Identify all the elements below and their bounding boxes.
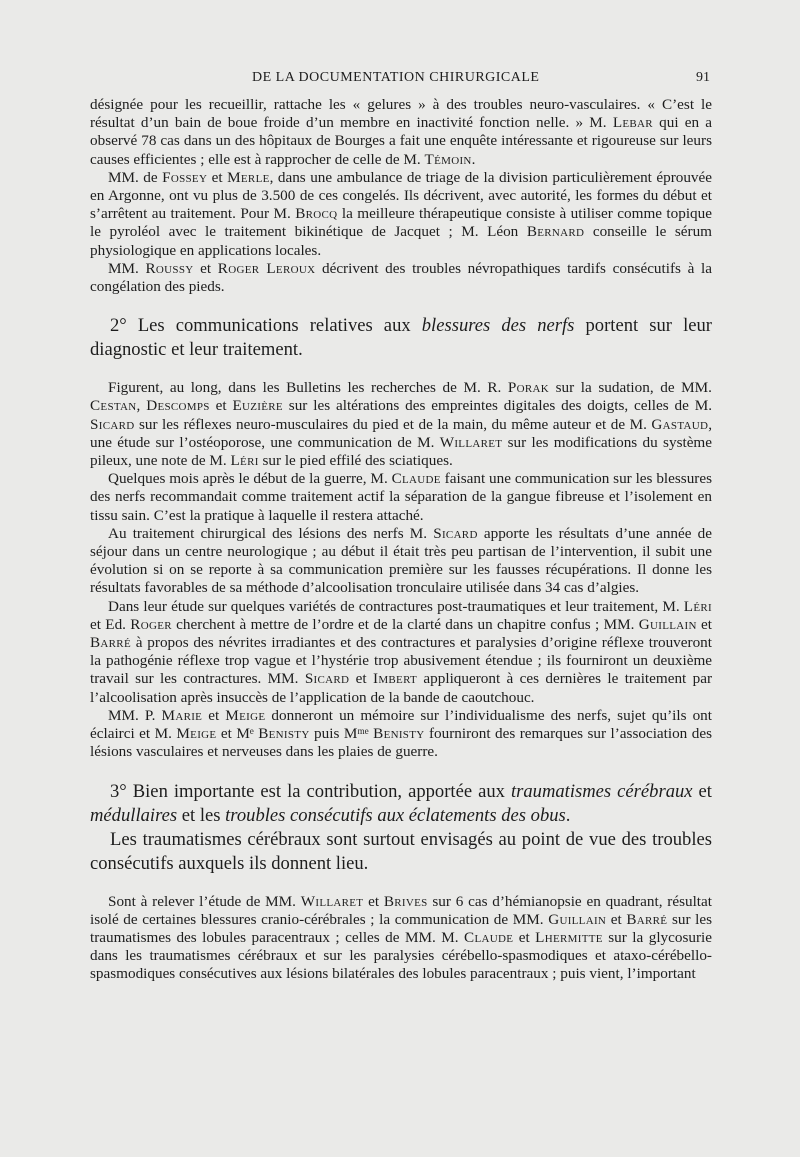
text-run: 2° Les communications relatives aux	[110, 315, 422, 337]
author-name: Porak	[507, 379, 550, 397]
italic-phrase: médullaires	[90, 804, 178, 826]
text-run: décrivent des troubles névropathiques tardifs consécutifs à la congélation des pieds.	[90, 259, 712, 296]
text-run: ,	[136, 397, 147, 415]
text-run: sur les altérations des empreintes digitales des doigts, celles de M.	[282, 397, 713, 415]
text-run: désignée pour les recueillir, rattache les « gelures » à des troubles neuro-vasculaires. « C’est le résultat d’un bain de boue froide d’un membre en inactivité fonction nelle. » M.	[90, 96, 712, 132]
author-name: Brives	[383, 892, 428, 910]
italic-phrase: traumatismes cérébraux	[510, 780, 693, 802]
text-run: Les traumatismes cérébraux sont surtout envisagés au point de vue des troubles consécutifs auxquels ils donnent lieu.	[90, 828, 712, 874]
text-run: puis Mᵐᵉ	[309, 725, 374, 743]
text-run: et	[209, 397, 233, 415]
text-run: MM.	[108, 259, 146, 277]
italic-phrase: blessures des nerfs	[421, 315, 575, 337]
author-name: Sicard	[90, 415, 135, 433]
text-run: et	[696, 615, 712, 633]
paragraph	[90, 260, 712, 296]
paragraph	[90, 470, 712, 525]
text-run: conseille le sérum physiologique en applications locales.	[90, 223, 712, 259]
author-name: Cestan	[90, 397, 137, 415]
paragraph	[90, 379, 712, 470]
text-run: , dans une ambulance de triage de la division particulièrement éprouvée en Argonne, ont vu plus de 3.500 de ces congelés. Ils décrivent, avec autorité, les formes du début et s’arrêtent au traitement. Pour M.	[90, 168, 713, 223]
text-run: et Ed.	[90, 615, 131, 633]
paragraph	[90, 707, 712, 762]
body-text	[90, 96, 712, 984]
text-run: MM. P.	[108, 706, 162, 724]
section-paragraph	[90, 314, 712, 362]
author-name: Roger Leroux	[217, 259, 316, 277]
author-name: Bernard	[526, 223, 585, 241]
text-run: et	[606, 910, 627, 928]
text-run: et	[207, 168, 228, 186]
text-run: apporte les résultats d’une année de séjour dans un centre neurologique ; au début il était très peu partisan de l’intervention, il subit une évolution si on se reporte à sa communication première sur les fausses récupérations. Il donne les résultats favorables de sa méthode d’alcoolisation tronculaire utilisée dans 34 cas d’algies.	[90, 524, 712, 597]
author-name: Descomps	[146, 397, 210, 415]
author-name: Fossey	[162, 168, 208, 186]
text-run: MM. de	[108, 168, 163, 186]
author-name: Meige	[176, 725, 217, 743]
text-run: .	[471, 150, 476, 168]
author-name: Roger	[130, 615, 172, 633]
text-run: sur le pied effilé des sciatiques.	[258, 452, 453, 470]
paragraph	[90, 169, 712, 260]
text-run: faisant une communication sur les blessures des nerfs recommandait comme traitement actif la séparation de la gangue fibreuse et l’isolement en tissu sain. C’est la pratique à laquelle il restera attaché.	[90, 470, 712, 524]
text-run: la meilleure thérapeutique consiste à utiliser comme topique le pyroléol avec le traitement bikinétique de Jacquet ; M. Léon	[90, 205, 712, 241]
author-name: Imbert	[372, 670, 418, 688]
paragraph	[90, 598, 712, 707]
text-run: Sont à relever l’étude de MM.	[108, 892, 301, 910]
text-run: et les	[177, 804, 226, 826]
author-name: Guillain	[548, 910, 607, 928]
author-name: Léri	[683, 597, 712, 615]
author-name: Meige	[225, 706, 266, 724]
text-run: et	[349, 670, 373, 688]
author-name: Lhermitte	[535, 928, 603, 946]
section-paragraph	[90, 828, 712, 876]
author-name: Brocq	[295, 205, 338, 223]
text-run: appliqueront à ces dernières le traitement par l’alcoolisation après insuccès de l’application de la bande de caoutchouc.	[90, 670, 712, 706]
text-run: sur 6 cas d’hémianopsie en quadrant, résultat isolé de certaines blessures cranio-cérébrales ; la communication de MM.	[90, 892, 712, 928]
author-name: Willaret	[300, 892, 364, 910]
page-header	[90, 70, 710, 90]
text-run: sur les traumatismes des lobules paracentraux ; celles de MM. M.	[90, 910, 712, 946]
text-run: et	[363, 892, 384, 910]
text-run: , une étude sur l’ostéoporose, une communication de M.	[90, 415, 712, 451]
italic-phrase: troubles consécutifs aux éclatements des obus	[225, 804, 566, 826]
text-run: Dans leur étude sur quelques variétés de contractures post-traumatiques et leur traitement, M.	[108, 597, 684, 615]
page-number: 91	[696, 70, 710, 85]
text-run: 3° Bien importante est la contribution, apportée aux	[110, 780, 511, 802]
author-name: Lebar	[612, 114, 653, 132]
author-name: Marie	[161, 706, 203, 724]
author-name: Willaret	[439, 433, 503, 451]
author-name: Roussy	[145, 259, 194, 277]
author-name: Claude	[464, 928, 514, 946]
text-run: et	[202, 706, 226, 724]
text-run: sur les modifications du système pileux, une note de M.	[90, 433, 712, 470]
text-run: et Mᵉ	[216, 725, 259, 743]
author-name: Sicard	[304, 670, 350, 688]
text-run: qui en a observé 78 cas dans un des hôpitaux de Bourges a fait une enquête intéressante et rigoureuse sur leurs causes efficientes ; elle est à rapprocher de celle de M.	[90, 114, 713, 168]
text-run: sur la sudation, de MM.	[549, 379, 712, 397]
author-name: Claude	[391, 470, 441, 488]
author-name: Sicard	[433, 524, 478, 542]
paragraph	[90, 96, 712, 169]
text-run: sur la glycosurie dans les traumatismes cérébraux et sur les paralysies cérébello-spasmodiques et ataxo-cérébello-spasmodiques consécutives aux lésions bilatérales des lobules paracentraux ; puis vient, l’important	[90, 928, 712, 983]
author-name: Benisty	[258, 725, 310, 743]
text-run: et	[193, 259, 218, 277]
text-run: sur les réflexes neuro-musculaires du pied et de la main, du même auteur et de M.	[134, 415, 652, 433]
text-run: Quelques mois après le début de la guerre, M.	[108, 470, 392, 488]
text-run: Au traitement chirurgical des lésions des nerfs M.	[108, 524, 434, 542]
author-name: Merle	[227, 168, 270, 186]
text-run: cherchent à mettre de l’ordre et de la clarté dans un chapitre confus ; MM.	[171, 615, 639, 633]
text-run: et	[513, 928, 536, 946]
author-name: Benisty	[373, 725, 425, 743]
text-run: portent sur leur diagnostic et leur traitement.	[90, 315, 712, 361]
author-name: Gastaud	[651, 415, 709, 433]
author-name: Témoin	[424, 150, 472, 168]
text-run: donneront un mémoire sur l’individualisme des nerfs, sujet qu’ils ont éclairci et M.	[90, 706, 712, 743]
running-title: DE LA DOCUMENTATION CHIRURGICALE	[252, 70, 540, 85]
author-name: Euzière	[232, 397, 283, 415]
text-run: fourniront des remarques sur l’association des lésions vasculaires et nerveuses dans les plaies de guerre.	[90, 725, 712, 761]
text-run: .	[565, 804, 571, 826]
text-run: à propos des névrites irradiantes et des contractures et paralysies d’origine réflexe trouveront la pathogénie réflexe trop vague et l’hystérie trop abusivement étendue ; ils fourniront un deuxième travail sur les contractures. MM.	[90, 634, 712, 688]
author-name: Barré	[90, 634, 131, 652]
author-name: Guillain	[638, 615, 697, 633]
paragraph	[90, 893, 712, 984]
author-name: Barré	[626, 910, 668, 928]
text-run: et	[692, 780, 712, 802]
section-paragraph	[90, 780, 712, 828]
text-run: Figurent, au long, dans les Bulletins les recherches de M. R.	[108, 379, 508, 397]
paragraph	[90, 525, 712, 598]
author-name: Léri	[230, 452, 259, 470]
